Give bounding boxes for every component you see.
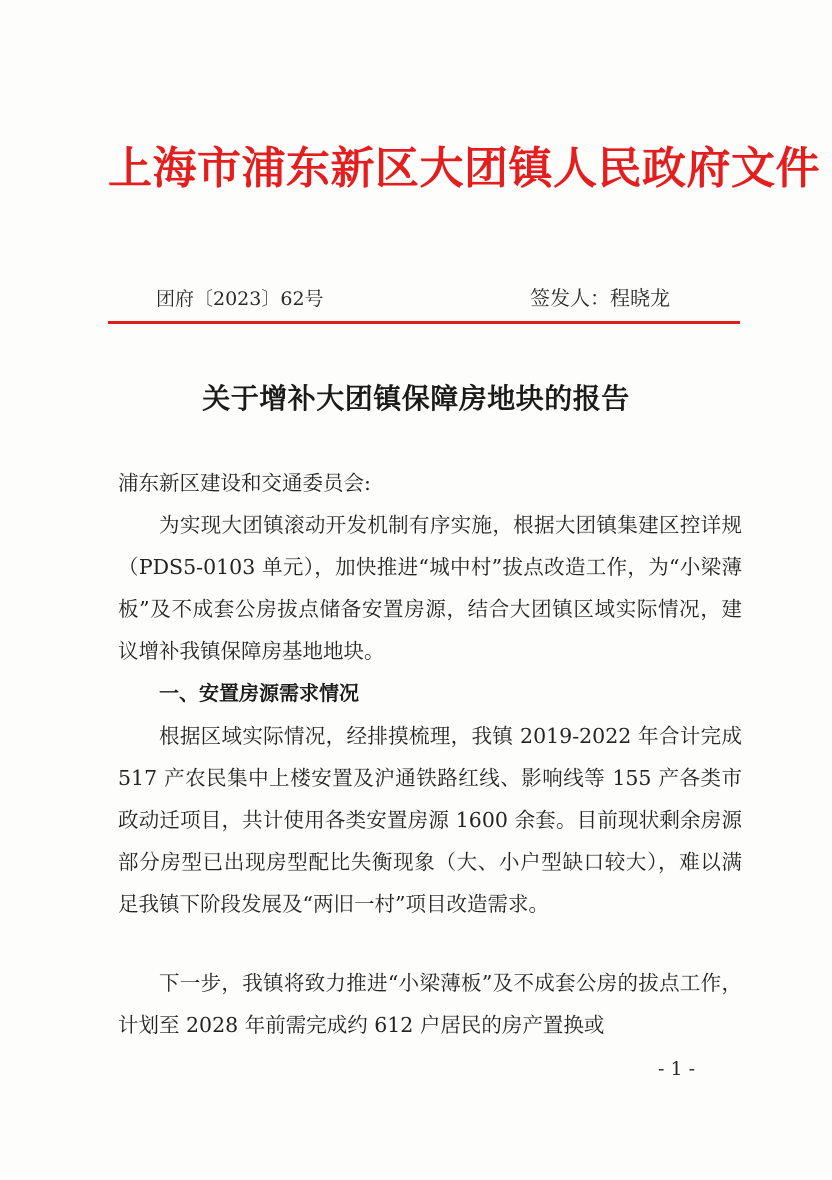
header-divider (108, 321, 740, 324)
section-heading: 一、安置房源需求情况 (159, 681, 359, 705)
paragraph-situation: 根据区域实际情况，经排摸梳理，我镇 2019-2022 年合计完成 517 产农民集中上楼安置及沪通铁路红线、影响线等 155 产各类市政动迁项目，共计使用各类安置房源 1600 余套。目前现状剩余房源部分房型已出现房型配比失衡现象（大、小户型缺口较大），难以满足我镇下阶段发展及“两旧一村”项目改造需求。 (118, 724, 742, 916)
document-number: 团府〔2023〕62号 (156, 288, 324, 310)
org-title: 上海市浦东新区大团镇人民政府文件 (108, 143, 820, 194)
paragraph-next-step: 下一步，我镇将致力推进“小梁薄板”及不成套公房的拔点工作，计划至 2028 年前需完成约 612 户居民的房产置换或 (118, 971, 742, 1037)
document-title: 关于增补大团镇保障房地块的报告 (202, 382, 630, 415)
page-number: - 1 - (658, 1058, 696, 1080)
addressee: 浦东新区建设和交通委员会: (118, 471, 371, 495)
signer: 签发人：程晓龙 (530, 286, 670, 310)
paragraph-intro: 为实现大团镇滚动开发机制有序实施，根据大团镇集建区控详规（PDS5-0103 单元），加快推进“城中村”拔点改造工作，为“小梁薄板”及不成套公房拔点储备安置房源，结合大团镇区域实际情况，建议增补我镇保障房基地地块。 (118, 513, 742, 663)
